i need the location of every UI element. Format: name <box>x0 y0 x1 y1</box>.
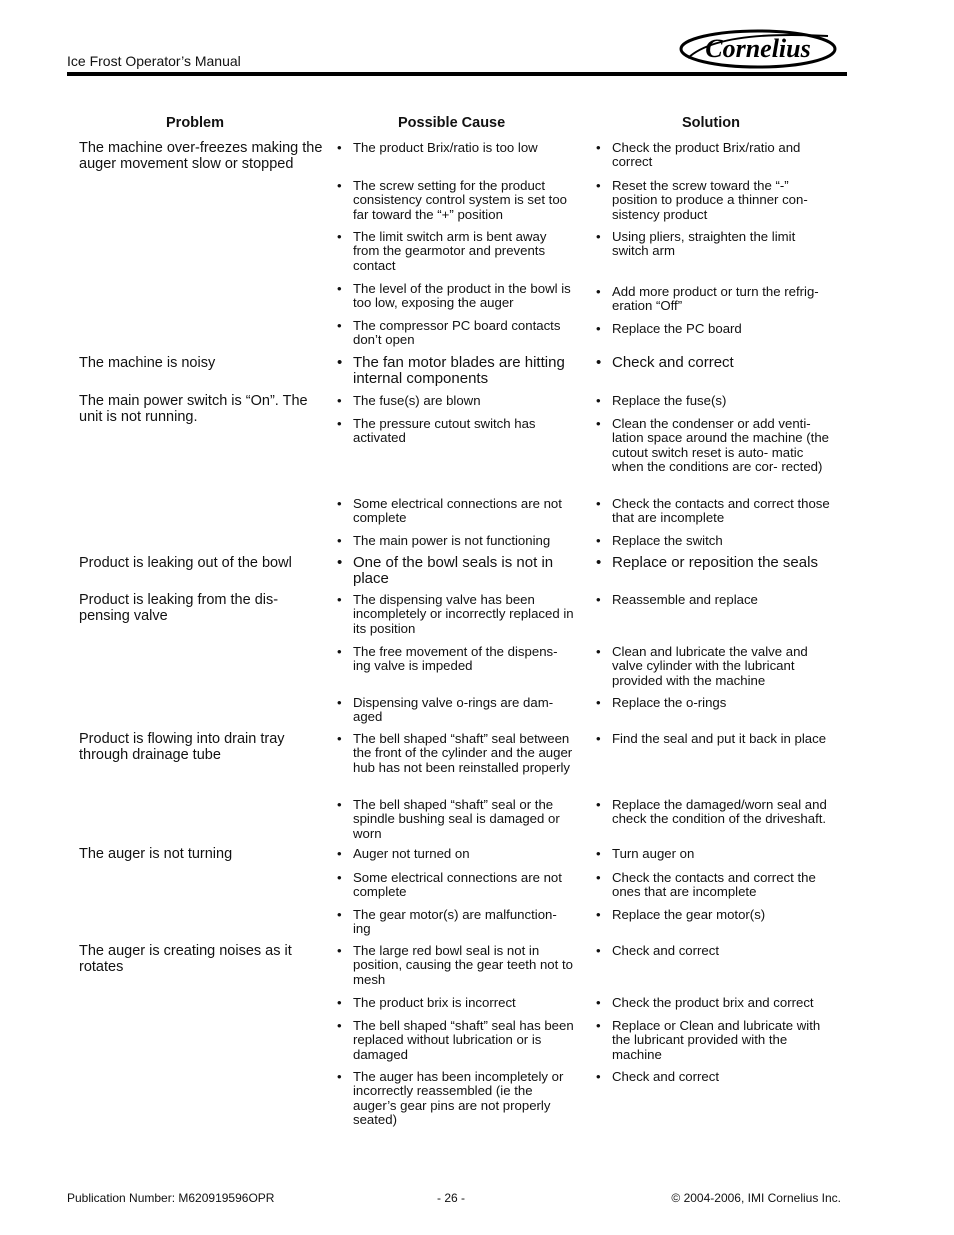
bullet-icon: • <box>596 321 601 336</box>
bullet-icon: • <box>596 416 601 431</box>
problem-text: The machine is noisy <box>79 355 216 371</box>
bullet-icon: • <box>596 354 602 371</box>
cause-item <box>337 1070 575 1128</box>
bullet-icon: • <box>337 178 342 193</box>
solution-text: Add more product or turn the refrig- eration “Off” <box>612 284 819 314</box>
solution-item <box>596 996 834 1010</box>
bullet-icon: • <box>596 592 601 607</box>
cause-text: The limit switch arm is bent away from the gearmotor and prevents contact <box>353 229 547 273</box>
cause-text: Auger not turned on <box>353 846 470 861</box>
cause-text: The level of the product in the bowl is too low, exposing the auger <box>353 281 571 311</box>
solution-text: Check the product brix and correct <box>612 995 814 1010</box>
solution-text: Turn auger on <box>612 846 695 861</box>
problem-text: The machine over-freezes making the auger movement slow or stopped <box>79 140 323 172</box>
bullet-icon: • <box>337 393 342 408</box>
bullet-icon: • <box>596 178 601 193</box>
bullet-icon: • <box>596 644 601 659</box>
cause-item <box>337 355 575 387</box>
bullet-icon: • <box>337 870 342 885</box>
cause-item <box>337 282 575 311</box>
problem-text: Product is leaking out of the bowl <box>79 555 292 571</box>
bullet-icon: • <box>337 731 342 746</box>
cause-item <box>337 871 575 900</box>
solution-item <box>596 798 834 827</box>
bullet-icon: • <box>337 354 343 371</box>
cause-item <box>337 555 575 587</box>
cause-item <box>337 394 575 408</box>
page-number: - 26 - <box>437 1191 466 1205</box>
cause-text: The product Brix/ratio is too low <box>353 140 538 155</box>
solution-item <box>596 732 834 746</box>
solution-item <box>596 394 834 408</box>
cause-text: The bell shaped “shaft” seal has been replaced without lubrication or is damaged <box>353 1018 574 1062</box>
cause-item <box>337 417 575 446</box>
bullet-icon: • <box>596 229 601 244</box>
bullet-icon: • <box>337 229 342 244</box>
bullet-icon: • <box>596 496 601 511</box>
cause-text: The bell shaped “shaft” seal between the front of the cylinder and the auger hub has not been reinstalled properly <box>353 731 573 775</box>
column-header-problem: Problem <box>166 115 225 131</box>
bullet-icon: • <box>337 140 342 155</box>
solution-text: Clean the condenser or add venti- lation space around the machine (the cutout switch reset is auto- matic when the conditions are cor- rected) <box>612 416 830 475</box>
bullet-icon: • <box>596 533 601 548</box>
cause-text: The fan motor blades are hitting internal components <box>353 354 565 387</box>
cause-item <box>337 944 575 987</box>
manual-title: Ice Frost Operator’s Manual <box>67 53 241 69</box>
cause-item <box>337 996 575 1010</box>
solution-text: Check the contacts and correct those that are incomplete <box>612 496 830 526</box>
publication-number: Publication Number: M620919596OPR <box>67 1191 275 1205</box>
problem-text: The auger is creating noises as it rotates <box>79 943 292 975</box>
solution-item <box>596 871 834 900</box>
header-rule <box>67 72 847 76</box>
solution-text: Replace or Clean and lubricate with the lubricant provided with the machine <box>612 1018 821 1062</box>
bullet-icon: • <box>337 496 342 511</box>
solution-text: Replace the PC board <box>612 321 742 336</box>
solution-item <box>596 908 834 922</box>
problem-text: The auger is not turning <box>79 846 233 862</box>
bullet-icon: • <box>596 846 601 861</box>
bullet-icon: • <box>596 870 601 885</box>
cause-item <box>337 645 575 674</box>
cause-text: Some electrical connections are not complete <box>353 870 562 900</box>
solution-item <box>596 534 834 548</box>
solution-text: Check and correct <box>612 943 720 958</box>
cause-text: The screw setting for the product consistency control system is set too far toward the “+” position <box>353 178 568 222</box>
cause-item <box>337 497 575 526</box>
bullet-icon: • <box>337 695 342 710</box>
solution-text: Replace the switch <box>612 533 723 548</box>
solution-text: Check the product Brix/ratio and correct <box>612 140 801 170</box>
bullet-icon: • <box>596 731 601 746</box>
cause-text: The large red bowl seal is not in position, causing the gear teeth not to mesh <box>353 943 573 987</box>
solution-item <box>596 141 834 170</box>
cause-text: The free movement of the dispens- ing valve is impeded <box>353 644 558 674</box>
solution-item <box>596 555 834 571</box>
solution-item <box>596 417 834 475</box>
bullet-icon: • <box>337 416 342 431</box>
cause-text: The pressure cutout switch has activated <box>353 416 536 446</box>
cause-item <box>337 798 575 841</box>
bullet-icon: • <box>596 695 601 710</box>
bullet-icon: • <box>337 644 342 659</box>
solution-text: Replace the fuse(s) <box>612 393 727 408</box>
solution-text: Clean and lubricate the valve and valve cylinder with the lubricant provided with the machine <box>612 644 808 688</box>
cause-text: The product brix is incorrect <box>353 995 516 1010</box>
solution-item <box>596 285 834 314</box>
solution-item <box>596 696 834 710</box>
cause-text: The fuse(s) are blown <box>353 393 481 408</box>
cause-item <box>337 908 575 937</box>
bullet-icon: • <box>596 140 601 155</box>
column-header-cause: Possible Cause <box>398 115 506 131</box>
bullet-icon: • <box>337 1069 342 1084</box>
bullet-icon: • <box>596 393 601 408</box>
cause-item <box>337 696 575 725</box>
bullet-icon: • <box>596 1018 601 1033</box>
bullet-icon: • <box>596 1069 601 1084</box>
bullet-icon: • <box>337 907 342 922</box>
solution-text: Replace or reposition the seals <box>612 554 818 571</box>
bullet-icon: • <box>337 995 342 1010</box>
solution-item <box>596 230 834 259</box>
bullet-icon: • <box>337 797 342 812</box>
solution-item <box>596 593 834 607</box>
bullet-icon: • <box>337 592 342 607</box>
solution-text: Check the contacts and correct the ones that are incomplete <box>612 870 816 900</box>
cause-text: The gear motor(s) are malfunction- ing <box>353 907 557 937</box>
bullet-icon: • <box>337 943 342 958</box>
bullet-icon: • <box>596 554 602 571</box>
bullet-icon: • <box>596 284 601 299</box>
bullet-icon: • <box>596 995 601 1010</box>
bullet-icon: • <box>596 797 601 812</box>
solution-text: Using pliers, straighten the limit switch arm <box>612 229 796 259</box>
cause-item <box>337 230 575 273</box>
cause-item <box>337 847 575 861</box>
logo-wordmark: Cornelius <box>705 34 811 63</box>
solution-text: Replace the damaged/worn seal and check the condition of the driveshaft. <box>612 797 827 827</box>
solution-text: Reset the screw toward the “-” position to produce a thinner con- sistency product <box>612 178 808 222</box>
solution-item <box>596 355 834 371</box>
cause-text: Some electrical connections are not complete <box>353 496 562 526</box>
cause-text: The bell shaped “shaft” seal or the spindle bushing seal is damaged or worn <box>353 797 560 841</box>
cause-item <box>337 179 575 222</box>
solution-text: Check and correct <box>612 354 734 371</box>
bullet-icon: • <box>337 281 342 296</box>
cause-item <box>337 534 575 548</box>
bullet-icon: • <box>337 846 342 861</box>
cause-text: Dispensing valve o-rings are dam- aged <box>353 695 554 725</box>
cornelius-logo <box>678 28 838 70</box>
solution-item <box>596 645 834 688</box>
cause-item <box>337 732 575 775</box>
solution-item <box>596 847 834 861</box>
solution-text: Reassemble and replace <box>612 592 758 607</box>
solution-text: Replace the o-rings <box>612 695 727 710</box>
bullet-icon: • <box>337 1018 342 1033</box>
solution-item <box>596 1070 834 1084</box>
problem-text: The main power switch is “On”. The unit is not running. <box>79 393 308 425</box>
problem-text: Product is flowing into drain tray through drainage tube <box>79 731 285 763</box>
problem-text: Product is leaking from the dis- pensing valve <box>79 592 279 624</box>
cause-item <box>337 141 575 155</box>
cause-text: The compressor PC board contacts don’t open <box>353 318 561 348</box>
solution-item <box>596 322 834 336</box>
column-header-solution: Solution <box>682 115 740 131</box>
cause-text: The dispensing valve has been incompletely or incorrectly replaced in its position <box>353 592 574 636</box>
bullet-icon: • <box>596 943 601 958</box>
cause-text: The auger has been incompletely or incorrectly reassembled (ie the auger’s gear pins are not properly seated) <box>353 1069 564 1128</box>
cause-item <box>337 1019 575 1062</box>
bullet-icon: • <box>337 533 342 548</box>
solution-item <box>596 497 834 526</box>
solution-item <box>596 944 834 958</box>
solution-item <box>596 1019 834 1062</box>
cause-item <box>337 319 575 348</box>
bullet-icon: • <box>337 318 342 333</box>
solution-item <box>596 179 834 222</box>
solution-text: Replace the gear motor(s) <box>612 907 766 922</box>
solution-text: Find the seal and put it back in place <box>612 731 827 746</box>
bullet-icon: • <box>596 907 601 922</box>
solution-text: Check and correct <box>612 1069 720 1084</box>
cause-item <box>337 593 575 636</box>
cause-text: One of the bowl seals is not in place <box>353 554 554 587</box>
cornelius-logo-graphic <box>678 28 838 70</box>
cause-text: The main power is not functioning <box>353 533 551 548</box>
bullet-icon: • <box>337 554 343 571</box>
copyright: © 2004-2006, IMI Cornelius Inc. <box>671 1191 841 1205</box>
